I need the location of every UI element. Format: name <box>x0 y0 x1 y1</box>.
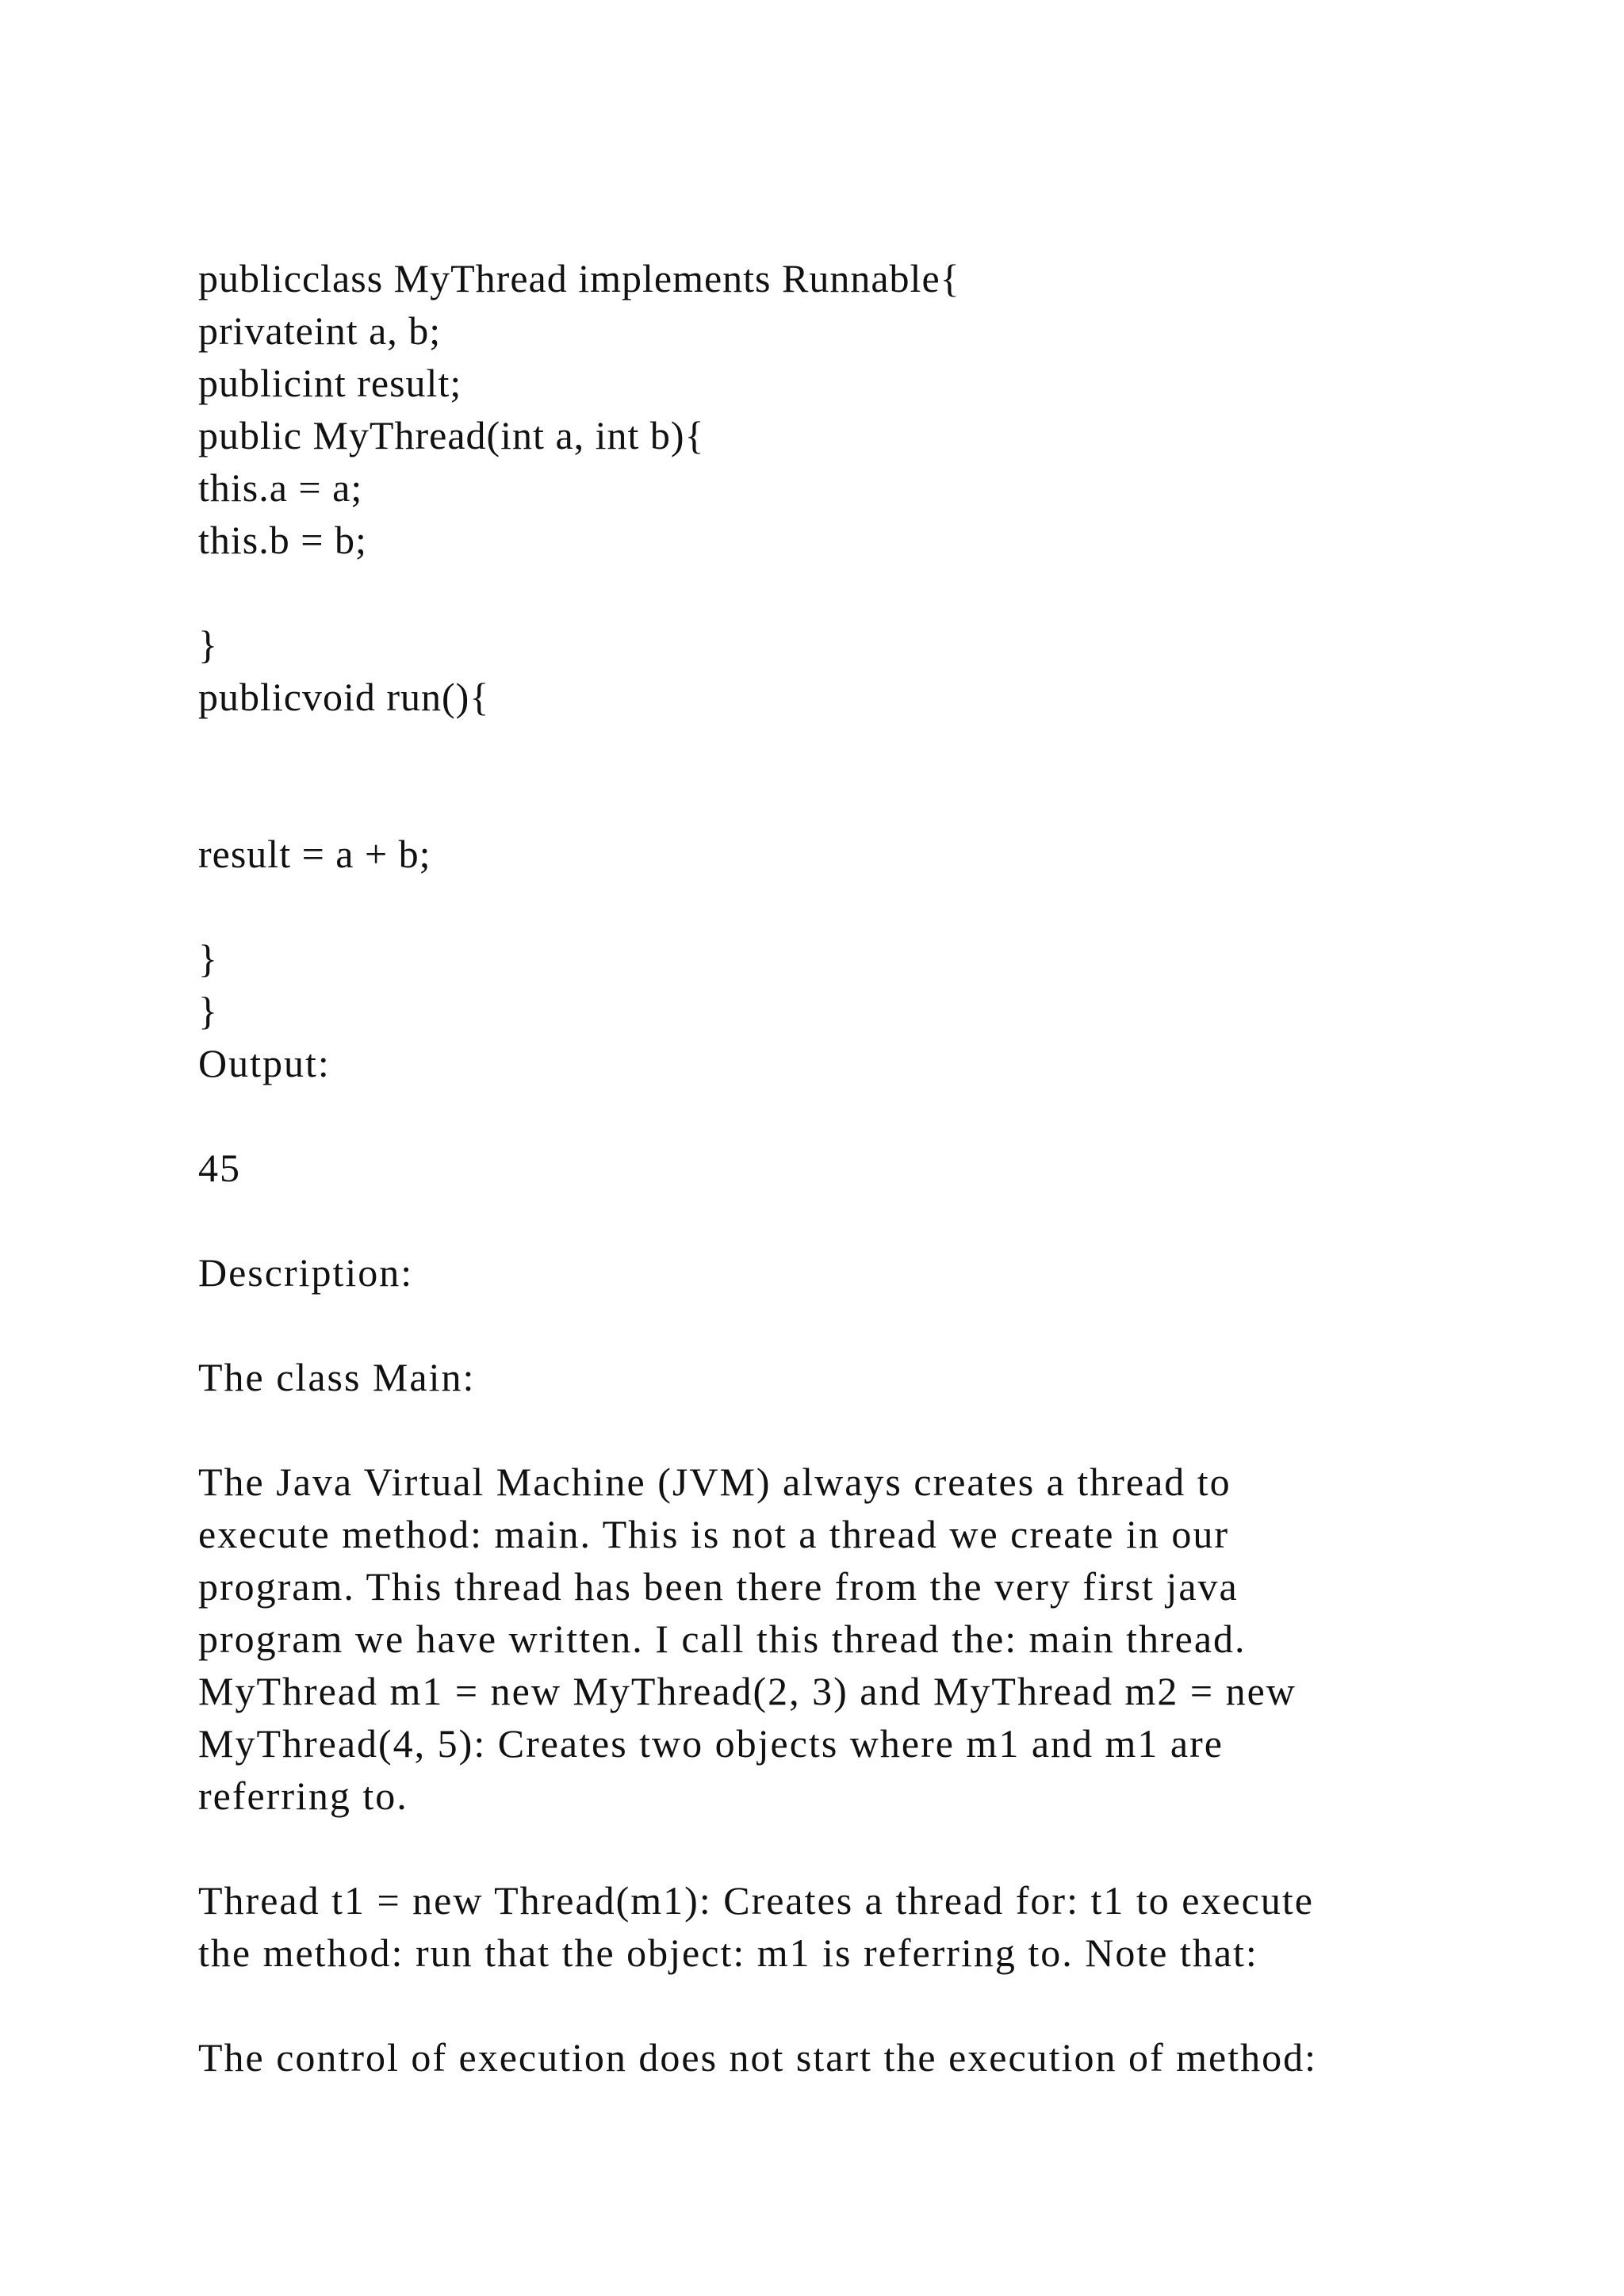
paragraph-line: execute method: main. This is not a thread we create in our <box>198 1512 1230 1556</box>
code-line: this.b = b; <box>198 518 367 562</box>
code-line: this.a = a; <box>198 465 363 510</box>
paragraph-line: the method: run that the object: m1 is referring to. Note that: <box>198 1931 1258 1975</box>
code-line: } <box>198 989 218 1033</box>
code-line: public MyThread(int a, int b){ <box>198 413 705 457</box>
code-line: } <box>198 936 218 981</box>
code-line: privateint a, b; <box>198 308 442 353</box>
paragraph-line: MyThread m1 = new MyThread(2, 3) and MyThread m2 = new <box>198 1669 1297 1713</box>
paragraph-line: program. This thread has been there from the very first java <box>198 1564 1239 1609</box>
code-line: publicvoid run(){ <box>198 675 490 719</box>
paragraph-line: MyThread(4, 5): Creates two objects where m1 and m1 are <box>198 1721 1224 1766</box>
code-line: publicint result; <box>198 361 462 405</box>
paragraph-line: The Java Virtual Machine (JVM) always creates a thread to <box>198 1460 1231 1504</box>
paragraph-line: The control of execution does not start the execution of method: <box>198 2035 1317 2080</box>
paragraph-line: Thread t1 = new Thread(m1): Creates a thread for: t1 to execute <box>198 1878 1314 1923</box>
output-label: Output: <box>198 1041 331 1085</box>
paragraph-line: program we have written. I call this thread the: main thread. <box>198 1617 1247 1661</box>
code-line: publicclass MyThread implements Runnable{ <box>198 256 960 300</box>
main-class-heading: The class Main: <box>198 1355 476 1399</box>
paragraph-line: referring to. <box>198 1774 408 1818</box>
code-line: result = a + b; <box>198 832 431 876</box>
output-value: 45 <box>198 1146 241 1190</box>
description-label: Description: <box>198 1250 414 1295</box>
code-line: } <box>198 622 218 667</box>
